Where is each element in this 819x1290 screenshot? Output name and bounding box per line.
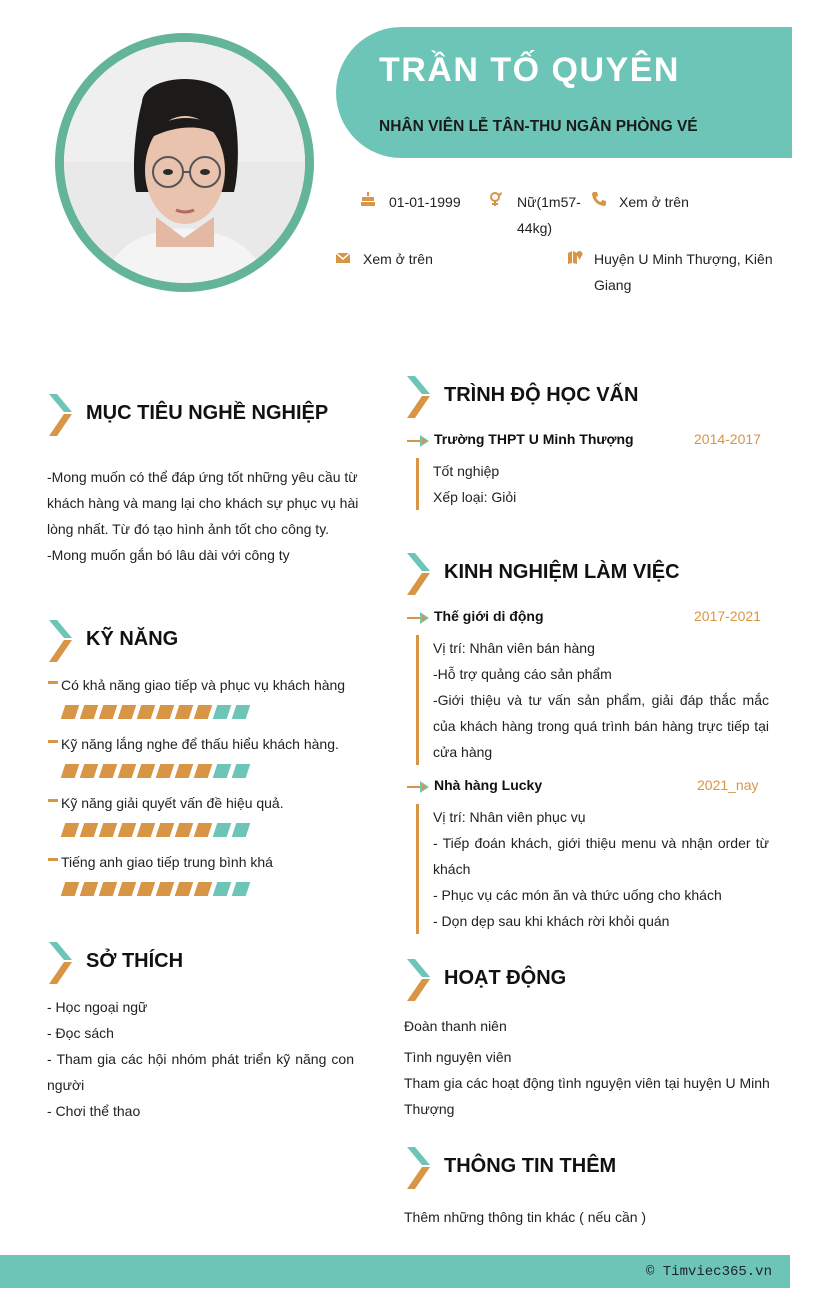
arrow-icon (407, 612, 429, 624)
skill-segment-filled (175, 705, 194, 719)
email: Xem ở trên (363, 251, 433, 267)
experience-line: - Tiếp đoán khách, giới thiệu menu và nhận order từ khách (433, 835, 769, 877)
address-line-1: Huyện U Minh Thượng, Kiên (594, 251, 773, 267)
chevron-icon (405, 553, 435, 595)
skill-segment-empty (232, 823, 251, 837)
skill-level-bar (63, 823, 253, 837)
education-details (433, 458, 769, 510)
skill-segment-filled (194, 764, 213, 778)
map-pin-icon (567, 249, 583, 265)
chevron-icon (47, 620, 77, 662)
address-line-2: Giang (594, 277, 632, 293)
experience-details (433, 804, 769, 934)
skill-segment-filled (99, 882, 118, 896)
skill-segment-filled (175, 882, 194, 896)
timeline-line (416, 804, 419, 934)
gender-line-1: Nữ(1m57- (517, 194, 581, 210)
objective-line: -Mong muốn gắn bó lâu dài với công ty (47, 547, 290, 563)
gender-height-weight (517, 189, 581, 241)
skill-segment-filled (118, 705, 137, 719)
skill-segment-filled (156, 882, 175, 896)
skill-segment-filled (118, 882, 137, 896)
skill-segment-empty (213, 705, 232, 719)
skill-tick (48, 740, 58, 743)
skill-segment-filled (99, 705, 118, 719)
hobbies-list (47, 994, 354, 1124)
objective-line: -Mong muốn có thể đáp ứng tốt những yêu cầu từ (47, 469, 358, 485)
birthday: 01-01-1999 (389, 194, 461, 210)
experience-details (433, 635, 769, 765)
footer-bar (0, 1255, 790, 1288)
profile-photo (64, 42, 305, 283)
experience-date: 2021_nay (697, 777, 759, 793)
education-date: 2014-2017 (694, 431, 761, 447)
gender-line-2: 44kg) (517, 220, 553, 236)
experience-line: -Giới thiệu và tư vấn sản phẩm, giải đáp thắc mắc của khách hàng trong quá trình bán hàng trực tiếp tại cửa hàng (433, 692, 769, 760)
skill-segment-filled (137, 764, 156, 778)
experience-title: KINH NGHIỆM LÀM VIỆC (444, 561, 680, 583)
hobby-item: - Tham gia các hội nhóm phát triển kỹ năng con người (47, 1051, 354, 1093)
skill-segment-filled (118, 823, 137, 837)
phone: Xem ở trên (619, 194, 689, 210)
timeline-line (416, 635, 419, 765)
skill-label: Có khả năng giao tiếp và phục vụ khách hàng (61, 677, 346, 693)
skills-title: KỸ NĂNG (86, 628, 179, 650)
avatar (64, 42, 305, 283)
education-line: Xếp loại: Giỏi (433, 489, 517, 505)
objective-text (47, 464, 358, 568)
chevron-icon (405, 1147, 435, 1189)
hobbies-title: SỞ THÍCH (86, 950, 184, 972)
activity-item: Tham gia các hoạt động tình nguyện viên tại huyện U Minh Thượng (404, 1075, 770, 1117)
experience-date: 2017-2021 (694, 608, 761, 624)
skill-segment-filled (61, 764, 80, 778)
skill-segment-empty (213, 764, 232, 778)
skill-segment-empty (213, 823, 232, 837)
skill-label: Tiếng anh giao tiếp trung bình khá (61, 854, 273, 870)
chevron-icon (405, 959, 435, 1001)
skill-tick (48, 799, 58, 802)
gender-icon (488, 191, 504, 207)
footer-credit: © Timviec365.vn (645, 1264, 772, 1280)
skill-segment-filled (99, 823, 118, 837)
school-name: Trường THPT U Minh Thượng (434, 431, 634, 447)
job-title: NHÂN VIÊN LỄ TÂN-THU NGÂN PHÒNG VÉ (379, 118, 698, 135)
avatar-ring (55, 33, 314, 292)
arrow-icon (407, 781, 429, 793)
skill-level-bar (63, 764, 253, 778)
hobby-item: - Đọc sách (47, 1025, 114, 1041)
skill-segment-filled (118, 764, 137, 778)
skill-segment-filled (175, 823, 194, 837)
chevron-icon (47, 942, 77, 984)
timeline-line (416, 458, 419, 510)
company-name: Thế giới di động (434, 608, 544, 624)
experience-line: - Dọn dẹp sau khi khách rời khỏi quán (433, 913, 670, 929)
skill-segment-filled (61, 882, 80, 896)
chevron-icon (47, 394, 77, 436)
phone-icon (591, 191, 607, 207)
skill-level-bar (63, 705, 253, 719)
skill-segment-filled (99, 764, 118, 778)
skill-label: Kỹ năng lắng nghe để thấu hiểu khách hàng. (61, 736, 339, 752)
experience-entry-header (407, 608, 769, 628)
experience-line: Vị trí: Nhân viên bán hàng (433, 640, 595, 656)
hobby-item: - Học ngoại ngữ (47, 999, 148, 1015)
birthday-cake-icon (360, 191, 376, 207)
skill-segment-filled (137, 882, 156, 896)
experience-line: -Hỗ trợ quảng cáo sản phẩm (433, 666, 612, 682)
company-name: Nhà hàng Lucky (434, 777, 543, 793)
objective-title: MỤC TIÊU NGHỀ NGHIỆP (86, 402, 329, 424)
activities-title: HOẠT ĐỘNG (444, 967, 567, 989)
arrow-icon (407, 435, 429, 447)
extra-title: THÔNG TIN THÊM (444, 1155, 617, 1177)
skill-segment-filled (175, 764, 194, 778)
skill-label: Kỹ năng giải quyết vấn đề hiệu quả. (61, 795, 284, 811)
skill-segment-filled (137, 823, 156, 837)
skill-segment-filled (194, 705, 213, 719)
activity-item: Tình nguyện viên (404, 1049, 512, 1065)
skill-segment-filled (61, 705, 80, 719)
skill-segment-filled (137, 705, 156, 719)
skill-tick (48, 858, 58, 861)
skill-tick (48, 681, 58, 684)
email-icon (335, 250, 351, 266)
skill-segment-empty (232, 882, 251, 896)
hobby-item: - Chơi thể thao (47, 1103, 141, 1119)
name-banner (336, 27, 792, 158)
activities-list (404, 1013, 770, 1122)
skill-segment-filled (194, 882, 213, 896)
chevron-icon (405, 376, 435, 418)
education-line: Tốt nghiệp (433, 463, 500, 479)
skill-segment-empty (232, 705, 251, 719)
skill-segment-filled (156, 705, 175, 719)
candidate-name: TRẦN TỐ QUYÊN (379, 51, 680, 89)
skill-segment-filled (194, 823, 213, 837)
skill-level-bar (63, 882, 253, 896)
education-title: TRÌNH ĐỘ HỌC VẤN (444, 384, 639, 406)
skill-segment-filled (156, 764, 175, 778)
skill-segment-filled (80, 823, 99, 837)
skill-segment-filled (156, 823, 175, 837)
experience-entry-header (407, 777, 769, 797)
skill-segment-filled (61, 823, 80, 837)
skill-segment-filled (80, 882, 99, 896)
skill-segment-empty (232, 764, 251, 778)
skill-segment-empty (213, 882, 232, 896)
skill-segment-filled (80, 705, 99, 719)
experience-line: - Phục vụ các món ăn và thức uống cho khách (433, 887, 722, 903)
education-entry-header (407, 431, 769, 451)
objective-line: khách hàng và mang lại cho khách sự phục vụ hài (47, 495, 359, 511)
objective-line: lòng nhất. Từ đó tạo hình ảnh tốt cho công ty. (47, 521, 330, 537)
activity-item: Đoàn thanh niên (404, 1018, 507, 1034)
address (594, 246, 773, 298)
extra-text: Thêm những thông tin khác ( nếu cần ) (404, 1209, 647, 1225)
experience-line: Vị trí: Nhân viên phục vụ (433, 809, 586, 825)
skill-segment-filled (80, 764, 99, 778)
